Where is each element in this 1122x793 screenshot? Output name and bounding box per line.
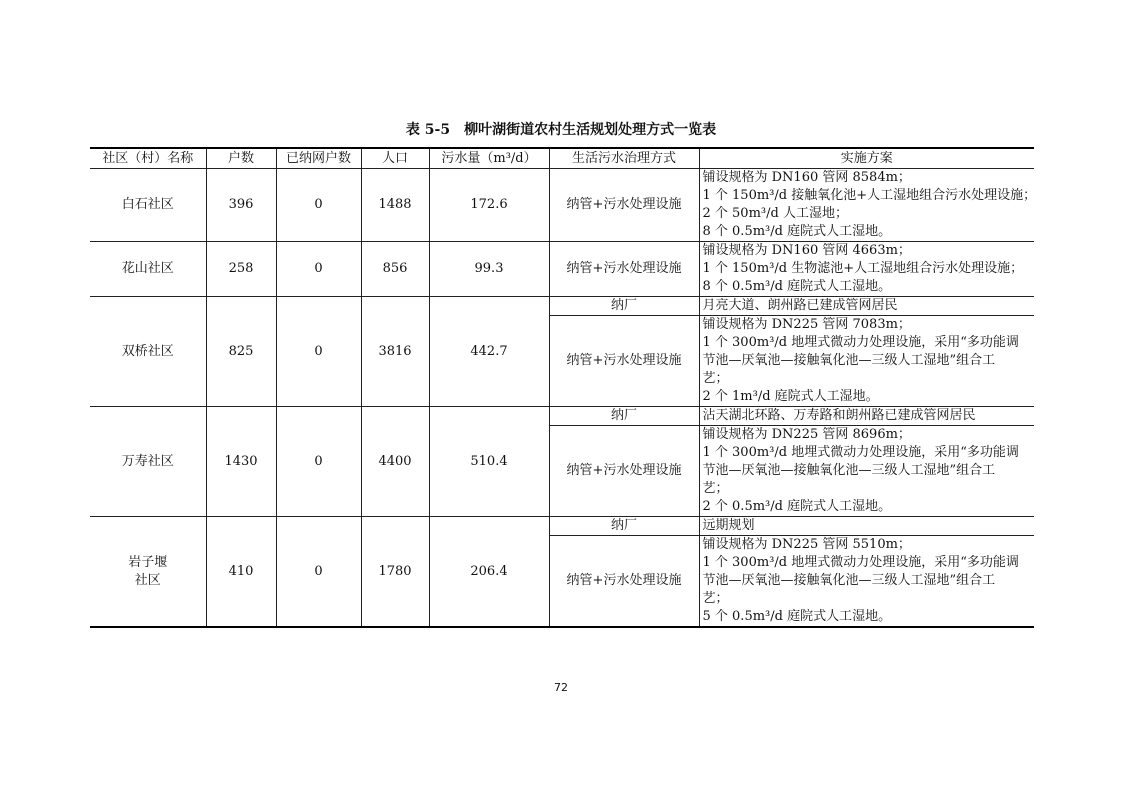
method: 纳厂 [549,517,699,536]
method: 纳管+污水处理设施 [549,169,699,242]
table-row [90,407,1034,426]
plan-line: 1 个 150m³/d 接触氧化池+人工湿地组合污水处理设施； [702,188,1037,203]
plan-line: 节池—厌氧池—接触氧化池—三级人工湿地”组合工 [702,463,996,478]
plan: 月亮大道、朗州路已建成管网居民 [699,297,1034,316]
method: 纳厂 [549,407,699,426]
plan-line: 铺设规格为 DN160 管网 8584m； [702,170,911,185]
plan [699,426,1034,517]
plan-line: 艺； [702,591,729,606]
method: 纳管+污水处理设施 [549,426,699,517]
plan: 远期规划 [699,517,1034,536]
table-row [90,517,1034,536]
plan-line: 铺设规格为 DN225 管网 8696m； [702,427,911,442]
sewage: 206.4 [429,517,549,628]
population: 1488 [361,169,429,242]
plan [699,316,1034,407]
plan-line: 艺； [702,371,729,386]
method: 纳管+污水处理设施 [549,536,699,628]
community-name: 万寿社区 [90,407,206,517]
header-row [90,148,1034,169]
plan-line: 1 个 150m³/d 生物滤池+人工湿地组合污水处理设施； [702,261,1024,276]
population: 3816 [361,297,429,407]
sewage: 442.7 [429,297,549,407]
plan-line: 节池—厌氧池—接触氧化池—三级人工湿地”组合工 [702,573,996,588]
header-connected: 已纳网户数 [276,148,361,169]
treatment-table [90,147,1037,628]
plan-line: 8 个 0.5m³/d 庭院式人工湿地。 [702,279,892,294]
sewage: 510.4 [429,407,549,517]
header-sewage: 污水量（m³/d） [429,148,549,169]
plan: 沾天湖北环路、万寿路和朗州路已建成管网居民 [699,407,1034,426]
plan [699,169,1037,242]
header-method: 生活污水治理方式 [549,148,699,169]
header-population: 人口 [361,148,429,169]
plan-line: 1 个 300m³/d 地埋式微动力处理设施，采用“多功能调 [702,555,1019,570]
plan-line: 铺设规格为 DN160 管网 4663m； [702,243,911,258]
plan-line: 1 个 300m³/d 地埋式微动力处理设施，采用“多功能调 [702,335,1019,350]
plan-line: 1 个 300m³/d 地埋式微动力处理设施，采用“多功能调 [702,445,1019,460]
connected: 0 [276,297,361,407]
plan-line: 2 个 0.5m³/d 庭院式人工湿地。 [702,499,892,514]
community-name [90,517,206,628]
community-name: 花山社区 [90,242,206,297]
plan-line: 艺； [702,481,729,496]
plan-line: 铺设规格为 DN225 管网 7083m； [702,317,911,332]
households: 1430 [206,407,276,517]
connected: 0 [276,517,361,628]
connected: 0 [276,169,361,242]
population: 4400 [361,407,429,517]
households: 825 [206,297,276,407]
sewage: 172.6 [429,169,549,242]
plan-line: 8 个 0.5m³/d 庭院式人工湿地。 [702,224,892,239]
table-row [90,297,1034,316]
population: 856 [361,242,429,297]
plan-line: 节池—厌氧池—接触氧化池—三级人工湿地”组合工 [702,353,996,368]
header-community: 社区（村）名称 [90,148,206,169]
households: 410 [206,517,276,628]
table-row [90,169,1034,242]
table-title: 表 5-5 柳叶湖街道农村生活规划处理方式一览表 [405,122,717,138]
households: 258 [206,242,276,297]
community-name: 双桥社区 [90,297,206,407]
plan-line: 2 个 1m³/d 庭院式人工湿地。 [702,389,879,404]
method: 纳管+污水处理设施 [549,316,699,407]
sewage: 99.3 [429,242,549,297]
population: 1780 [361,517,429,628]
community-name-line: 岩子堰 [128,554,168,570]
plan [699,242,1034,297]
page-number: 72 [554,681,568,694]
header-households: 户数 [206,148,276,169]
header-plan: 实施方案 [699,148,1034,169]
community-name: 白石社区 [90,169,206,242]
method: 纳厂 [549,297,699,316]
plan-line: 5 个 0.5m³/d 庭院式人工湿地。 [702,609,892,624]
method: 纳管+污水处理设施 [549,242,699,297]
table-row [90,242,1034,297]
connected: 0 [276,242,361,297]
plan [699,536,1034,628]
plan-line: 铺设规格为 DN225 管网 5510m； [702,537,911,552]
community-name-line: 社区 [134,572,161,588]
households: 396 [206,169,276,242]
connected: 0 [276,407,361,517]
plan-line: 2 个 50m³/d 人工湿地； [702,206,848,221]
